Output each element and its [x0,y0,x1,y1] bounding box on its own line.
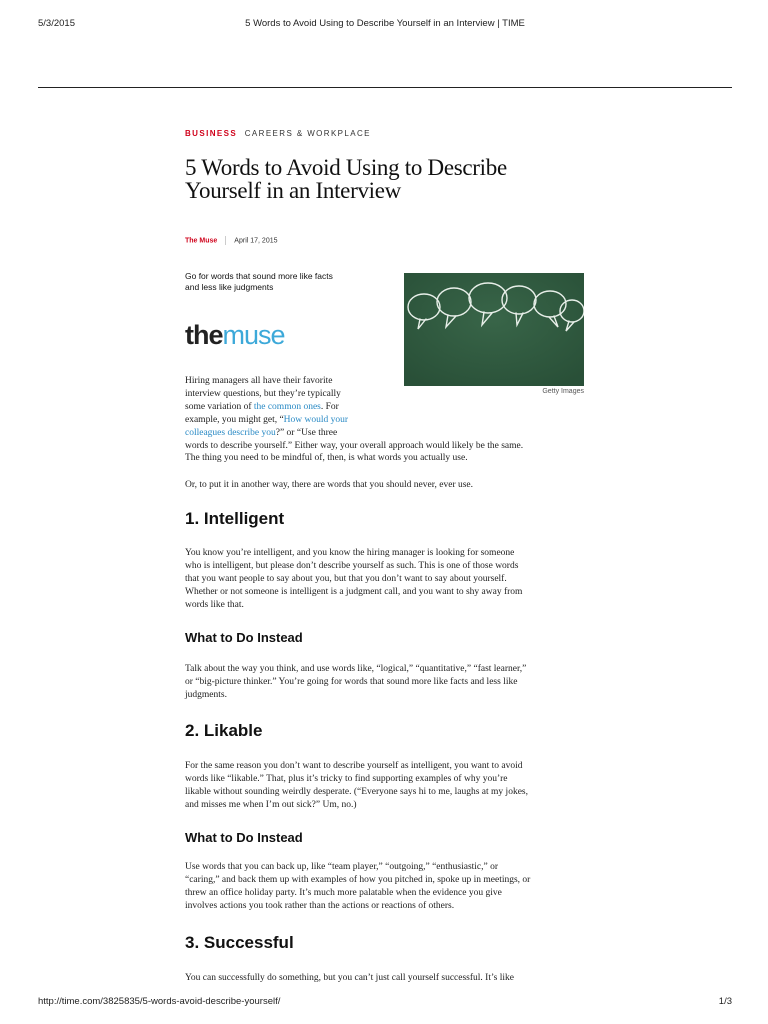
body-line: Whether or not someone is intelligent is a judgment call, and you want to shy away from [185,586,523,597]
body-line: For the same reason you don’t want to describe yourself as intelligent, you want to avoid [185,761,523,771]
heading-likable: 2. Likable [185,721,263,740]
body-line: words like “likable.” That, plus it’s tricky to find supporting examples of why you’re [185,773,508,784]
logo-the: the [185,320,223,350]
paragraph-intelligent [185,547,522,612]
byline-separator [225,236,226,245]
body-line: Talk about the way you think, and use words like, “logical,” “quantitative,” “fast learner,” [185,664,527,674]
author-link[interactable]: The Muse [185,237,218,245]
themuse-logo [185,318,285,352]
intro-line: some variation of [185,401,254,412]
headline-line-1: 5 Words to Avoid Using to Describe [185,155,507,180]
page-number: 1/3 [718,996,732,1007]
paragraph-instead-1 [185,663,526,702]
body-line: or “big-picture thinker.” You’re going for words that sound more like facts and less like [185,676,518,687]
body-line: words like that. [185,599,244,610]
common-ones-link[interactable]: the common ones [253,401,321,412]
body-line: and misses me when I’m out sick?” Um, no.) [185,799,357,810]
header-divider [38,87,732,88]
intro-line-tail: ?” or “Use three [275,427,338,438]
intro-line: example, you might get, “ [185,414,284,425]
logo-muse: muse [222,320,285,350]
intro-line: The thing you need to be mindful of, then, is what words you actually use. [185,453,468,464]
publish-date: April 17, 2015 [234,237,278,245]
paragraph-instead-2 [185,861,530,913]
subheading-what-to-do-instead-1: What to Do Instead [185,630,303,645]
body-line: involves actions you took rather than the actions or reactions of others. [185,900,455,911]
print-document-title: 5 Words to Avoid Using to Describe Yourself in an Interview | TIME [245,18,525,29]
paragraph-never-use: Or, to put it in another way, there are words that you should never, ever use. [185,480,474,490]
intro-line-tail: . For [320,401,339,412]
print-date: 5/3/2015 [38,18,75,29]
headline-line-2: Yourself in an Interview [185,178,401,203]
print-url: http://time.com/3825835/5-words-avoid-describe-yourself/ [38,996,281,1007]
print-footer [38,996,732,1010]
chalkboard-speech-bubbles-image [404,273,584,386]
section-subcategory-link[interactable]: CAREERS & WORKPLACE [244,129,371,138]
heading-intelligent: 1. Intelligent [185,509,285,528]
print-header [38,18,732,32]
body-line: You know you’re intelligent, and you know the hiring manager is looking for someone [185,548,515,558]
section-breadcrumb [185,129,371,138]
image-credit: Getty Images [542,388,584,395]
body-line: who is intelligent, but please don’t describe yourself as such. This is one of those words [185,560,519,571]
heading-successful: 3. Successful [185,933,294,952]
section-category-link[interactable]: BUSINESS [185,129,238,138]
paragraph-successful [185,972,514,985]
body-line: judgments. [185,689,227,700]
paragraph-likable [185,760,528,812]
article-dek: Go for words that sound more like facts and less like judgments [185,271,333,292]
subheading-what-to-do-instead-2: What to Do Instead [185,830,303,845]
body-line: You can successfully do something, but you can’t just call yourself successful. It’s like [185,973,514,983]
body-line: likable without sounding weirdly desperate. (“Everyone says hi to me, laughs at my jokes, [185,786,528,797]
intro-paragraph [185,375,585,465]
body-line: “caring,” and back them up with examples of how you pitched in, spoke up in meetings, or [185,874,531,885]
body-line: that you want people to say about you, but that you don’t want to say about yourself. [185,573,507,584]
article-headline [185,156,585,202]
colleagues-question-link-cont[interactable]: colleagues describe you [185,427,276,438]
body-line: threw an office holiday party. It’s much more palatable when the evidence you give [185,887,502,898]
body-line: Use words that you can back up, like “team player,” “outgoing,” “enthusiastic,” or [185,862,499,872]
intro-line: interview questions, but they’re typically [185,388,341,399]
colleagues-question-link[interactable]: How would your [283,414,349,425]
byline [185,236,278,245]
intro-line: Hiring managers all have their favorite [185,376,333,386]
intro-line: words to describe yourself.” Either way, your overall approach would likely be the same. [185,440,524,451]
